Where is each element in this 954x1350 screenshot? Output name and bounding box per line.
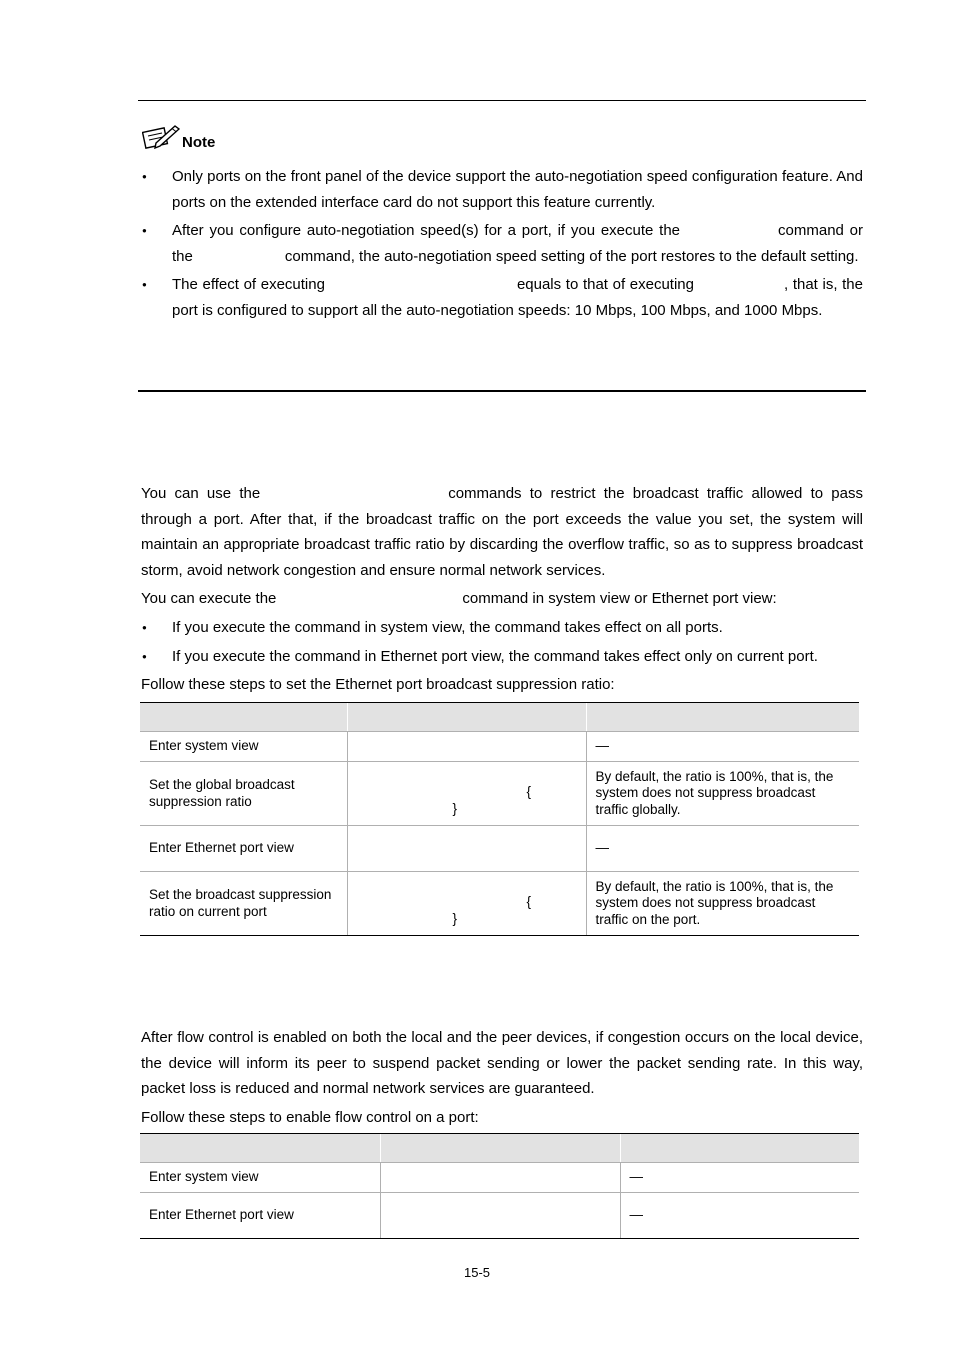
- table-row: [140, 762, 859, 826]
- remark-cell: —: [620, 1193, 859, 1239]
- brace-open: {: [526, 783, 532, 799]
- note-text: Only ports on the front panel of the device support the auto-negotiation speed configuration feature. And ports on the extended interface card do not support this feature currently.: [172, 168, 863, 211]
- command-cell: [380, 1193, 620, 1239]
- note-bullet: [140, 272, 863, 323]
- broadcast-steps-table: [140, 702, 859, 936]
- note-label: Note: [182, 133, 216, 151]
- brace-open: {: [526, 893, 532, 909]
- remark-cell: By default, the ratio is 100%, that is, the system does not suppress broadcast traffic globally.: [586, 762, 859, 826]
- note-text: command, the auto-negotiation speed setting of the port restores to the default setting.: [284, 247, 859, 265]
- broadcast-view-paragraph: [141, 586, 863, 612]
- note-text: command or the: [172, 222, 863, 265]
- step-cell: Set the broadcast suppression ratio on current port: [140, 872, 347, 936]
- table-header-cell: [140, 703, 347, 732]
- note-bullet-list: [140, 164, 863, 326]
- table-header-cell: [140, 1134, 380, 1163]
- broadcast-bullet-list: [140, 615, 863, 672]
- paragraph-text: command in system view or Ethernet port view:: [462, 590, 777, 607]
- flow-steps-intro: Follow these steps to enable flow control on a port:: [141, 1109, 479, 1126]
- remark-cell: —: [586, 826, 859, 872]
- note-bottom-rule: [138, 390, 866, 392]
- table-row: [140, 732, 859, 762]
- step-cell: Set the global broadcast suppression ratio: [140, 762, 347, 826]
- flow-control-paragraph: After flow control is enabled on both the local and the peer devices, if congestion occurs on the local device, the device will inform its peer to suspend packet sending or lower the packet sending rate. In this way, packet loss is reduced and normal network services are guaranteed.: [141, 1029, 863, 1097]
- table-header-cell: [586, 703, 859, 732]
- paragraph-text: commands to restrict the broadcast traffic allowed to pass through a port. After that, if the broadcast traffic on the port exceeds the value you set, the system will maintain an appropriate broadcast traffic ratio by discarding the overflow traffic, so as to suppress broadcast storm, avoid network congestion and ensure normal network services.: [141, 485, 863, 579]
- note-text: After you configure auto-negotiation speed(s) for a port, if you execute the: [172, 222, 681, 239]
- broadcast-bullet: ● If you execute the command in Ethernet port view, the command takes effect only on current port.: [140, 644, 863, 670]
- remark-cell: —: [620, 1163, 859, 1193]
- table-header-row: [140, 703, 859, 732]
- brace-close: }: [452, 910, 458, 926]
- command-cell: [380, 1163, 620, 1193]
- flow-steps-table: [140, 1133, 859, 1239]
- table-header-cell: [380, 1134, 620, 1163]
- table-header-cell: [347, 703, 586, 732]
- command-cell: [347, 732, 586, 762]
- broadcast-steps-intro: Follow these steps to set the Ethernet port broadcast suppression ratio:: [141, 676, 615, 693]
- broadcast-bullet: ● If you execute the command in system view, the command takes effect on all ports.: [140, 615, 863, 641]
- table-row: [140, 826, 859, 872]
- paragraph-text: You can use the: [141, 485, 261, 502]
- note-pencil-icon: [142, 123, 180, 151]
- note-text: equals to that of executing: [516, 276, 694, 293]
- note-header: [142, 122, 215, 152]
- broadcast-intro-paragraph: [141, 481, 863, 583]
- table-header-cell: [620, 1134, 859, 1163]
- remark-cell: —: [586, 732, 859, 762]
- table-header-row: [140, 1134, 859, 1163]
- command-cell: [347, 872, 586, 936]
- note-bullet: [140, 164, 863, 215]
- command-cell: [347, 762, 586, 826]
- step-cell: Enter system view: [140, 732, 347, 762]
- note-text: , that is, the port is configured to support all the auto-negotiation speeds: 10 Mbps, 100 Mbps, and 1000 Mbps.: [172, 276, 863, 319]
- command-cell: [347, 826, 586, 872]
- step-cell: Enter Ethernet port view: [140, 826, 347, 872]
- table-row: [140, 1193, 859, 1239]
- note-bullet: [140, 218, 863, 269]
- step-cell: Enter system view: [140, 1163, 380, 1193]
- remark-cell: By default, the ratio is 100%, that is, the system does not suppress broadcast traffic on the port.: [586, 872, 859, 936]
- step-cell: Enter Ethernet port view: [140, 1193, 380, 1239]
- paragraph-text: You can execute the: [141, 590, 277, 607]
- note-top-rule: [138, 100, 866, 101]
- table-row: [140, 1163, 859, 1193]
- page-number: 15-5: [463, 1265, 491, 1280]
- table-row: [140, 872, 859, 936]
- note-text: The effect of executing: [172, 276, 325, 293]
- brace-close: }: [452, 800, 458, 816]
